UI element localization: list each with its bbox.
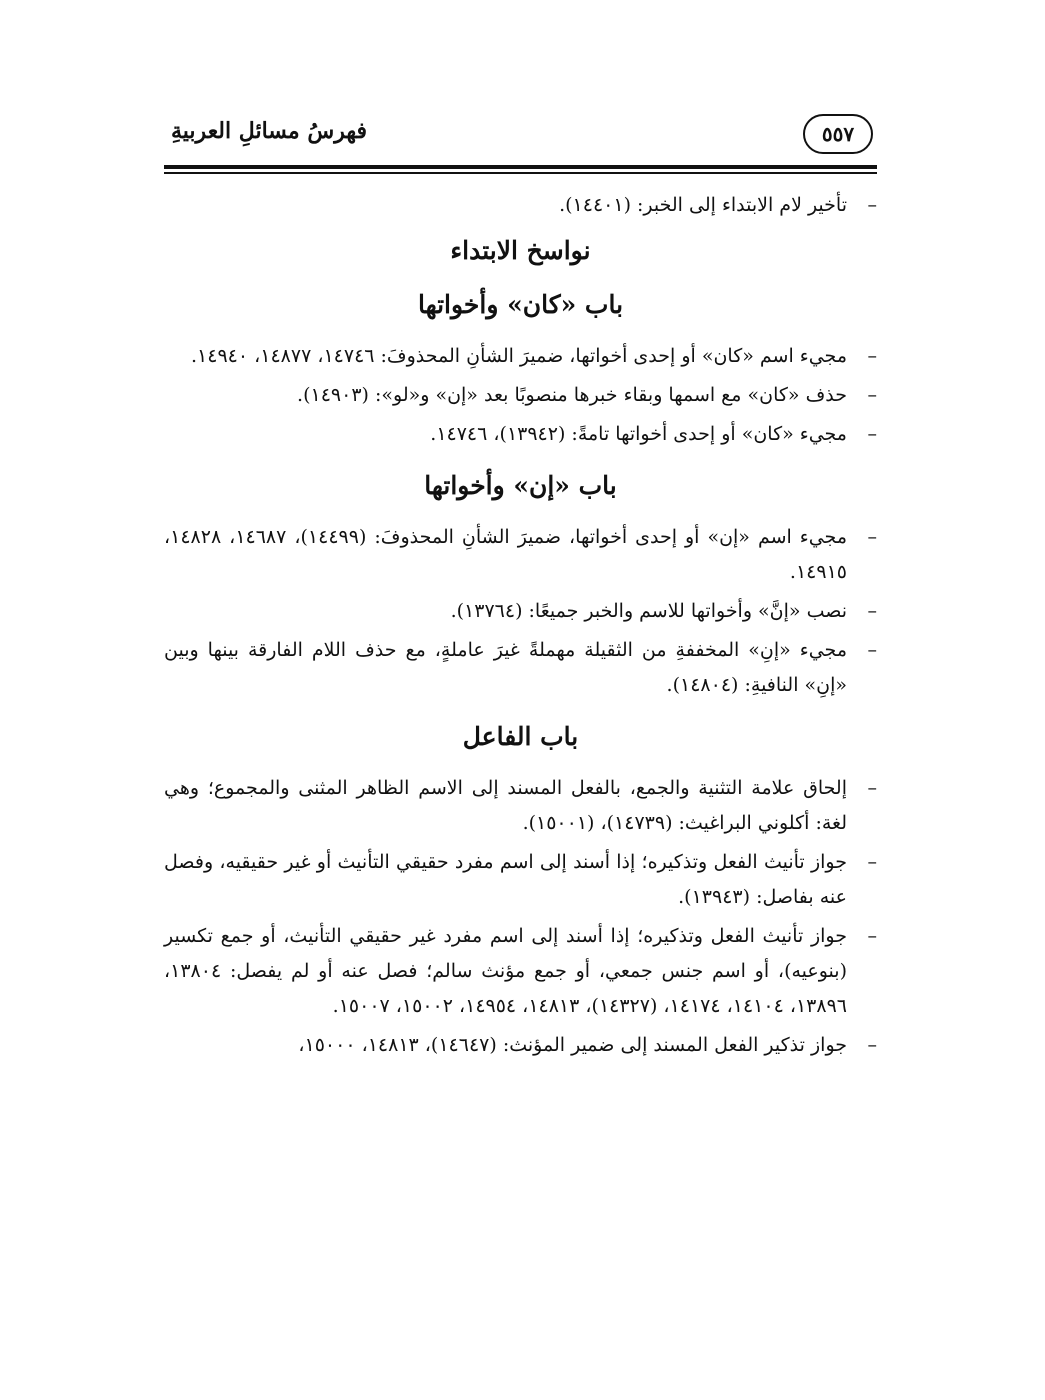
- entry-text: حذف «كان» مع اسمها وبقاء خبرها منصوبًا بعد «إن» و«لو»: (١٤٩٠٣).: [297, 384, 847, 406]
- entry-text: جواز تأنيث الفعل وتذكيره؛ إذا أسند إلى اسم مفرد حقيقي التأنيث أو غير حقيقيه، وفصل عنه بفاصل: (١٣٩٤٣).: [164, 851, 847, 908]
- list-item: [164, 417, 877, 452]
- section-title: باب «إن» وأخواتها: [424, 471, 617, 500]
- list-item: [164, 633, 877, 703]
- header-rule-thin: [164, 172, 877, 174]
- page-number-badge: ٥٥٧: [803, 114, 873, 154]
- entry-dash: –: [867, 345, 877, 367]
- list-item: [164, 378, 877, 413]
- list-item: [164, 594, 877, 629]
- entry-dash: –: [867, 925, 877, 947]
- header-rule-thick: [164, 165, 877, 169]
- entry-dash: –: [867, 777, 877, 799]
- entry-dash: –: [867, 639, 877, 661]
- entry-text: مجيء اسم «كان» أو إحدى أخواتها، ضميرَ الشأنِ المحذوفَ: ١٤٧٤٦، ١٤٨٧٧، ١٤٩٤٠.: [191, 345, 847, 367]
- list-item: [164, 771, 877, 841]
- entry-dash: –: [867, 851, 877, 873]
- list-item: [164, 520, 877, 590]
- entry-dash: –: [867, 1034, 877, 1056]
- section-title: نواسخ الابتداء: [450, 236, 591, 265]
- section-title: باب «كان» وأخواتها: [417, 290, 624, 319]
- entry-text: نصب «إنَّ» وأخواتها للاسم والخبر جميعًا: (١٣٧٦٤).: [450, 600, 847, 622]
- entry-text: مجيء «كان» أو إحدى أخواتها تامةً: (١٣٩٤٢)، ١٤٧٤٦.: [430, 423, 847, 445]
- entry-text: جواز تأنيث الفعل وتذكيره؛ إذا أسند إلى اسم مفرد غير حقيقي التأنيث، أو جمع تكسير (بنوعيه)، أو اسم جنس جمعي، أو جمع مؤنث سالم؛ فصل عنه أو لم يفصل: ١٣٨٠٤، ١٣٨٩٦، ١٤١٠٤، ١٤١٧٤، (١٤٣٢٧)، ١٤٨١٣، ١٤٩٥٤، ١٥٠٠٢، ١٥٠٠٧.: [164, 925, 847, 1017]
- list-item: [164, 845, 877, 915]
- entry-text: مجيء اسم «إن» أو إحدى أخواتها، ضميرَ الشأنِ المحذوفَ: (١٤٤٩٩)، ١٤٦٨٧، ١٤٨٢٨، ١٤٩١٥.: [164, 526, 848, 583]
- list-item: [164, 919, 877, 1024]
- entry-text: جواز تذكير الفعل المسند إلى ضمير المؤنث: (١٤٦٤٧)، ١٤٨١٣، ١٥٠٠٠،: [298, 1034, 847, 1056]
- entry-dash: –: [867, 526, 877, 548]
- entry-text: مجيء «إنِ» المخففةِ من الثقيلة مهملةً غيرَ عاملةٍ، مع حذف اللام الفارقة بينها وبين «إنِ» النافيةِ: (١٤٨٠٤).: [164, 639, 847, 696]
- list-item: [164, 339, 877, 374]
- index-content: [164, 188, 877, 1067]
- entry-dash: –: [867, 194, 877, 216]
- entry-dash: –: [867, 600, 877, 622]
- list-item: [164, 1028, 877, 1063]
- entry-dash: –: [867, 423, 877, 445]
- section-title: باب الفاعل: [462, 722, 579, 751]
- entry-dash: –: [867, 384, 877, 406]
- entry-text: إلحاق علامة التثنية والجمع، بالفعل المسند إلى الاسم الظاهر المثنى والمجموع؛ وهي لغة: أكلوني البراغيث: (١٤٧٣٩)، (١٥٠٠١).: [164, 777, 847, 834]
- entry-text: تأخير لام الابتداء إلى الخبر: (١٤٤٠١).: [559, 194, 847, 216]
- list-item: [164, 188, 877, 223]
- running-header-title: فهرسُ مسائلِ العربيةِ: [171, 118, 367, 144]
